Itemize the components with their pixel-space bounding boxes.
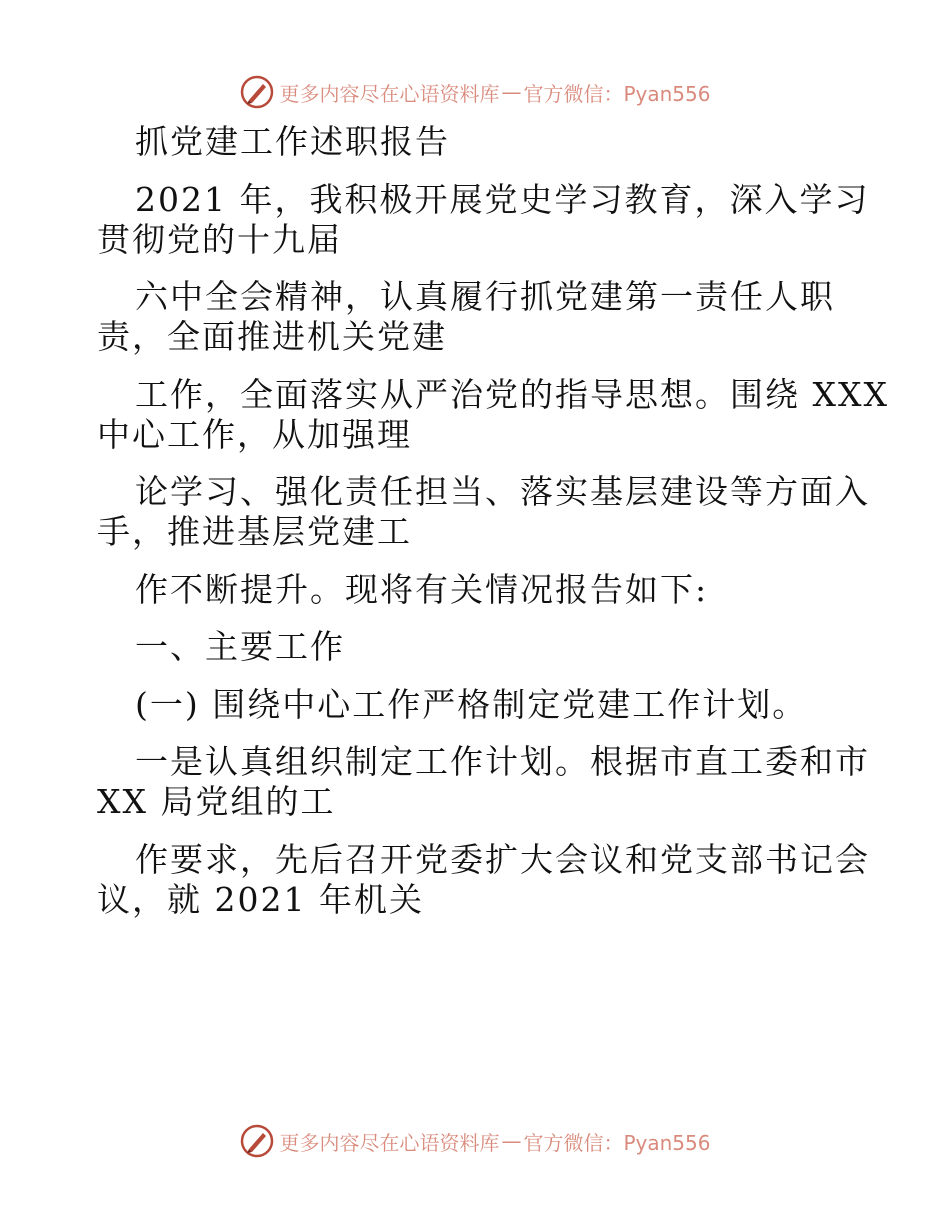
doc-line: 议，就 2021 年机关 [97, 879, 424, 919]
watermark-text: 更多内容尽在心语资料库 [279, 1130, 500, 1155]
doc-line: 贯彻党的十九届 [97, 219, 342, 259]
doc-line: 作要求，先后召开党委扩大会议和党支部书记会 [135, 839, 870, 879]
doc-line: 工作，全面落实从严治党的指导思想。围绕 XXX [135, 374, 889, 414]
doc-line: 论学习、强化责任担当、落实基层建设等方面入 [135, 472, 870, 511]
section-heading: 一、主要工作 [135, 627, 345, 666]
doc-line: 一是认真组织制定工作计划。根据市直工委和市 [135, 742, 870, 781]
watermark-dash: — [501, 1129, 522, 1153]
watermark-wechat: 官方微信：Pyan556 [523, 1130, 711, 1155]
doc-line: 作不断提升。现将有关情况报告如下: [135, 569, 709, 609]
watermark-dash: — [501, 80, 522, 104]
watermark-header [0, 72, 950, 112]
doc-line: XX 局党组的工 [97, 782, 336, 821]
subsection-heading: (一) 围绕中心工作严格制定党建工作计划。 [135, 684, 808, 724]
pen-logo-icon [239, 74, 275, 110]
doc-line: 手，推进基层党建工 [97, 512, 412, 551]
doc-line: 责，全面推进机关党建 [97, 317, 447, 356]
doc-line: 中心工作，从加强理 [97, 414, 412, 454]
watermark-footer [0, 1121, 950, 1161]
document-body [97, 122, 889, 920]
doc-title: 抓党建工作述职报告 [135, 122, 450, 161]
watermark-wechat: 官方微信：Pyan556 [523, 81, 711, 106]
watermark-text: 更多内容尽在心语资料库 [279, 81, 500, 106]
doc-line: 六中全会精神，认真履行抓党建第一责任人职 [135, 277, 835, 316]
pen-logo-icon [239, 1123, 275, 1159]
doc-line: 2021 年，我积极开展党史学习教育，深入学习 [135, 179, 870, 219]
